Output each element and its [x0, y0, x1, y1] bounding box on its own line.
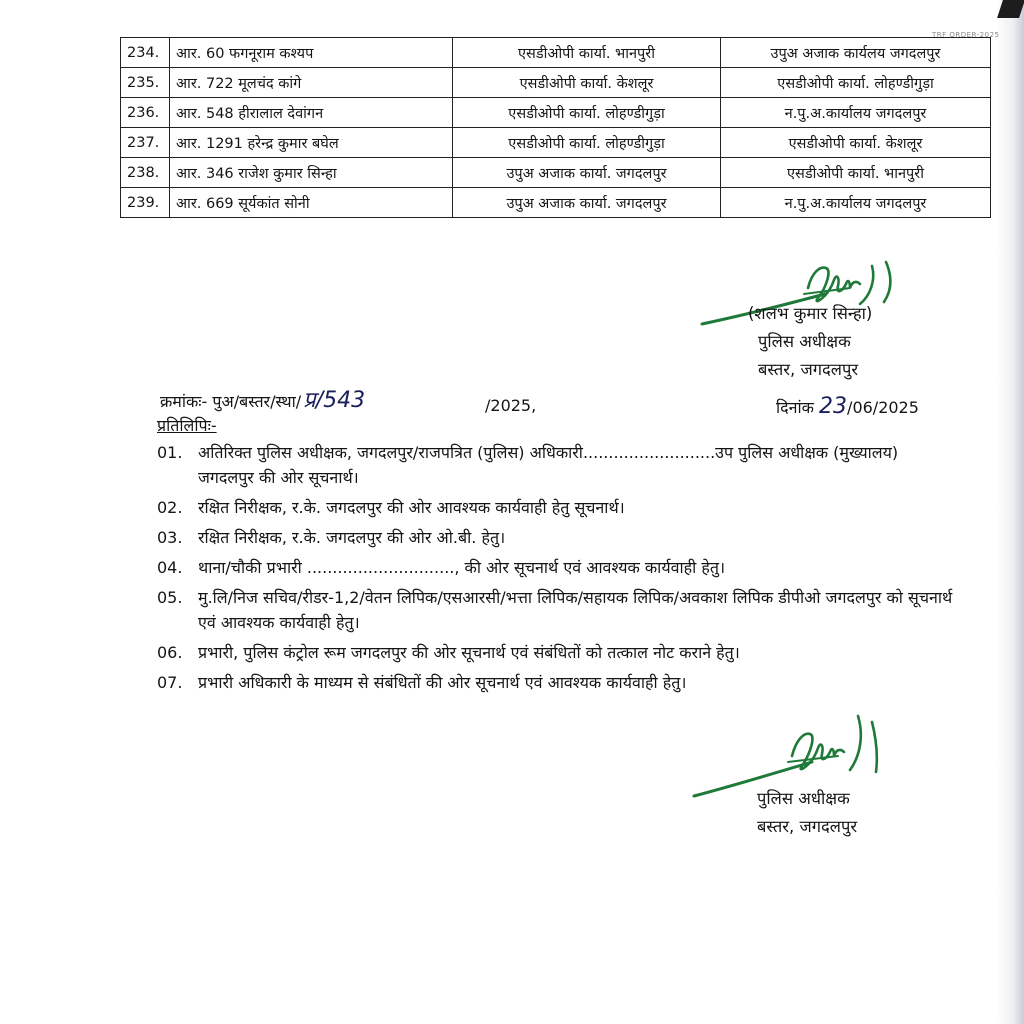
list-item: [157, 440, 957, 490]
list-item: [157, 495, 957, 520]
list-item: [157, 670, 957, 695]
list-item-number: 02.: [157, 498, 183, 517]
table-row: [121, 158, 991, 188]
footer-place: बस्तर, जगदलपुर: [757, 817, 858, 836]
order-prefix: क्रमांकः- पुअ/बस्तर/स्था/: [160, 392, 302, 411]
table-row: [121, 38, 991, 68]
row-employee: आर. 548 हीरालाल देवांगन: [170, 98, 453, 128]
list-item-number: 01.: [157, 443, 183, 462]
list-item-text: प्रभारी अधिकारी के माध्यम से संबंधितों की ओर सूचनार्थ एवं आवश्यक कार्यवाही हेतु।: [198, 673, 687, 692]
row-from-office: उपुअ अजाक कार्या. जगदलपुर: [453, 158, 721, 188]
list-item-text: रक्षित निरीक्षक, र.के. जगदलपुर की ओर ओ.बी. हेतु।: [198, 528, 506, 547]
date-handwritten-day: 23: [819, 394, 848, 419]
row-serial: 238.: [121, 158, 170, 188]
row-from-office: एसडीओपी कार्या. लोहण्डीगुड़ा: [453, 98, 721, 128]
list-item-text: थाना/चौकी प्रभारी ............................., की ओर सूचनार्थ एवं आवश्यक कार्यवाही हेतु।: [198, 558, 726, 577]
row-employee: आर. 346 राजेश कुमार सिन्हा: [170, 158, 453, 188]
footer-designation: पुलिस अधीक्षक: [757, 789, 850, 808]
list-item-text: मु.लि/निज सचिव/रीडर-1,2/वेतन लिपिक/एसआरसी/भत्ता लिपिक/सहायक लिपिक/अवकाश लिपिक डीपीओ जगदलपुर को सूचनार्थ एवं आवश्यक कार्यवाही हेतु।: [198, 588, 953, 632]
list-item-text: अतिरिक्त पुलिस अधीक्षक, जगदलपुर/राजपत्रित (पुलिस) अधिकारी..........................उप पुलिस अधीक्षक (मुख्यालय) जगदलपुर की ओर सूचनार्थ।: [198, 443, 899, 487]
order-handwritten-number: प्र/543: [303, 388, 366, 413]
copy-to-heading: प्रतिलिपिः-: [157, 416, 217, 435]
table-row: [121, 98, 991, 128]
list-item-text: प्रभारी, पुलिस कंट्रोल रूम जगदलपुर की ओर सूचनार्थ एवं संबंधितों को तत्काल नोट कराने हेतु।: [198, 643, 740, 662]
table-row: [121, 188, 991, 218]
row-serial: 237.: [121, 128, 170, 158]
signatory-name: (शलभ कुमार सिन्हा): [748, 304, 873, 323]
date-prefix: दिनांक: [776, 398, 814, 417]
order-date-line: [776, 394, 919, 419]
date-suffix: /06/2025: [847, 398, 919, 417]
list-item-number: 07.: [157, 673, 183, 692]
signatory-designation: पुलिस अधीक्षक: [758, 332, 851, 351]
row-serial: 236.: [121, 98, 170, 128]
list-item: [157, 585, 957, 635]
doc-ref-tag: TRF ORDER-2025: [932, 31, 1000, 39]
row-to-office: न.पु.अ.कार्यालय जगदलपुर: [721, 98, 991, 128]
row-from-office: एसडीओपी कार्या. भानपुरी: [453, 38, 721, 68]
corner-mark: [997, 0, 1024, 18]
list-item-number: 06.: [157, 643, 183, 662]
list-item: [157, 525, 957, 550]
signatory-block: [748, 300, 872, 384]
transfer-table: [120, 37, 991, 218]
row-serial: 239.: [121, 188, 170, 218]
signatory-place: बस्तर, जगदलपुर: [758, 360, 859, 379]
order-year: /2025,: [485, 396, 537, 415]
row-serial: 235.: [121, 68, 170, 98]
list-item-text: रक्षित निरीक्षक, र.के. जगदलपुर की ओर आवश्यक कार्यवाही हेतु सूचनार्थ।: [198, 498, 625, 517]
list-item: [157, 555, 957, 580]
row-from-office: एसडीओपी कार्या. केशलूर: [453, 68, 721, 98]
table-row: [121, 68, 991, 98]
row-to-office: एसडीओपी कार्या. लोहण्डीगुड़ा: [721, 68, 991, 98]
list-item: [157, 640, 957, 665]
list-item-number: 05.: [157, 588, 183, 607]
table-row: [121, 128, 991, 158]
row-serial: 234.: [121, 38, 170, 68]
row-from-office: उपुअ अजाक कार्या. जगदलपुर: [453, 188, 721, 218]
row-to-office: न.पु.अ.कार्यालय जगदलपुर: [721, 188, 991, 218]
row-to-office: एसडीओपी कार्या. केशलूर: [721, 128, 991, 158]
copy-to-list: [157, 440, 957, 700]
footer-signatory-block: [757, 785, 857, 841]
row-employee: आर. 1291 हरेन्द्र कुमार बघेल: [170, 128, 453, 158]
row-to-office: एसडीओपी कार्या. भानपुरी: [721, 158, 991, 188]
list-item-number: 04.: [157, 558, 183, 577]
list-item-number: 03.: [157, 528, 183, 547]
row-employee: आर. 60 फगनूराम कश्यप: [170, 38, 453, 68]
row-from-office: एसडीओपी कार्या. लोहण्डीगुड़ा: [453, 128, 721, 158]
order-number-line: [160, 384, 367, 414]
row-to-office: उपुअ अजाक कार्यलय जगदलपुर: [721, 38, 991, 68]
page-edge-shadow: [996, 0, 1024, 1024]
row-employee: आर. 669 सूर्यकांत सोनी: [170, 188, 453, 218]
row-employee: आर. 722 मूलचंद कांगे: [170, 68, 453, 98]
